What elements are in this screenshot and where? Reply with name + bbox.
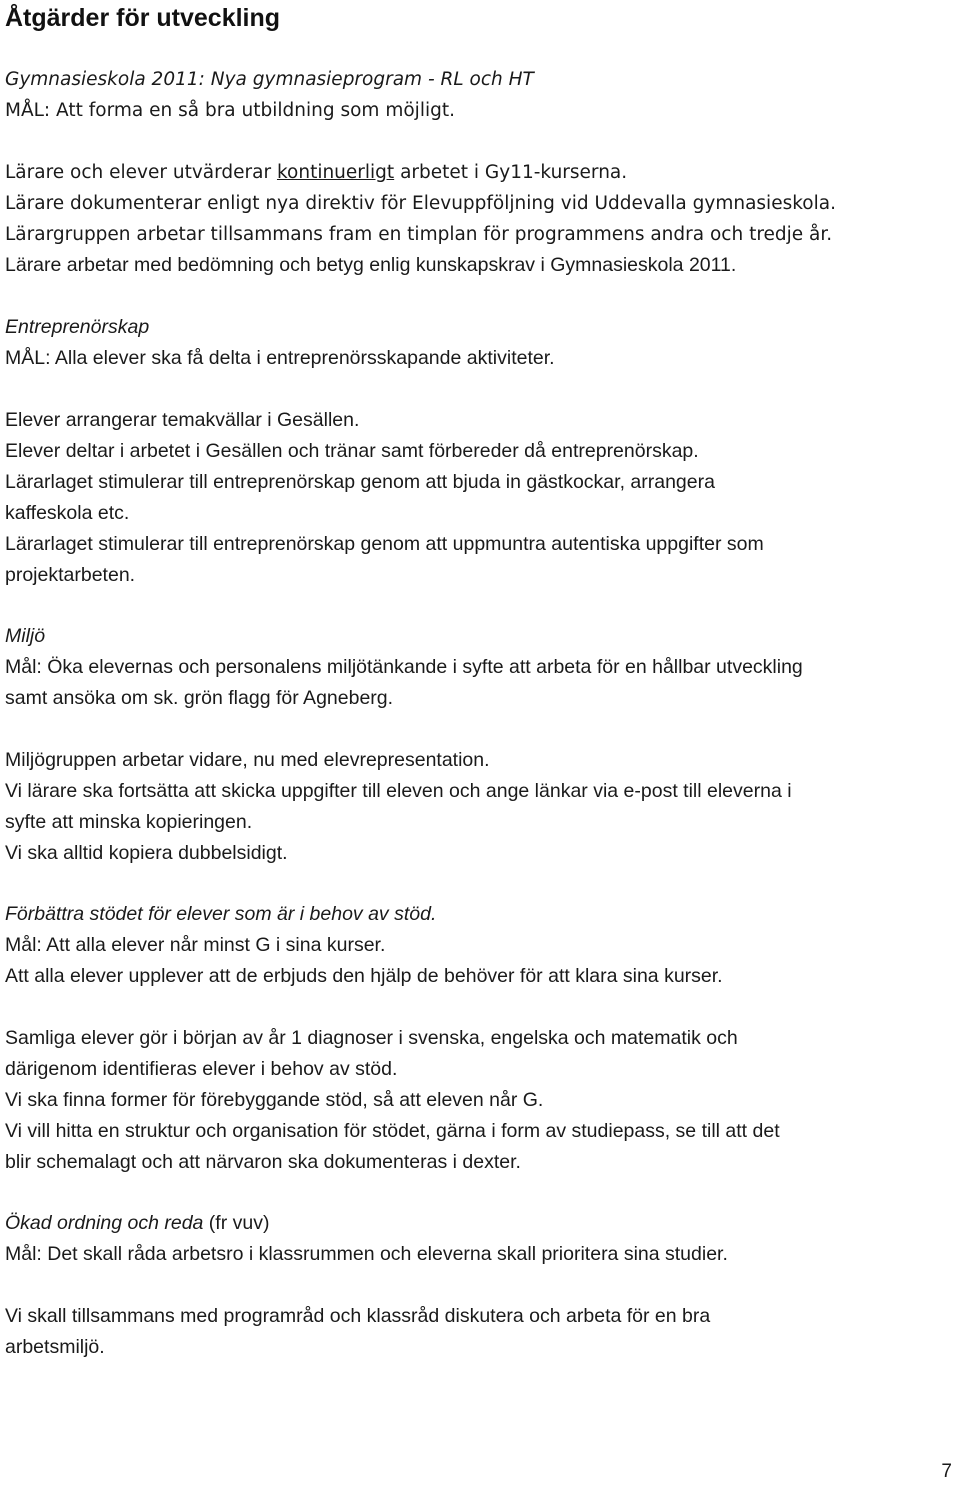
stod-line-1: Att alla elever upplever att de erbjuds den hjälp de behöver för att klara sina kurser. (5, 965, 723, 987)
miljo-goal-a: Mål: Öka elevernas och personalens miljötänkande i syfte att arbeta för en hållbar utveckling (5, 656, 803, 678)
entreprenorskap-line-4a: Lärarlaget stimulerar till entreprenörskap genom att uppmuntra autentiska uppgifter som (5, 533, 764, 555)
ordning-goal: Mål: Det skall råda arbetsro i klassrummen och eleverna skall prioritera sina studier. (5, 1243, 728, 1265)
ordning-heading-italic: Ökad ordning och reda (5, 1212, 204, 1234)
miljo-line-2a: Vi lärare ska fortsätta att skicka uppgifter till eleven och ange länkar via e-post till eleverna i (5, 780, 792, 802)
page-title: Åtgärder för utveckling (5, 4, 281, 32)
ordning-line-1a: Vi skall tillsammans med programråd och klassråd diskutera och arbeta för en bra (5, 1305, 711, 1327)
entreprenorskap-line-4b: projektarbeten. (5, 564, 136, 586)
gymnasieskola-goal: MÅL: Att forma en så bra utbildning som möjligt. (5, 100, 455, 121)
gymnasieskola-line-2: Lärare dokumenterar enligt nya direktiv för Elevuppföljning vid Uddevalla gymnasieskola. (5, 193, 836, 214)
stod-line-3: Vi ska finna former för förebyggande stöd, så att eleven når G. (5, 1089, 544, 1111)
ordning-line-1b: arbetsmiljö. (5, 1336, 105, 1358)
stod-line-2b: därigenom identifieras elever i behov av stöd. (5, 1058, 398, 1080)
stod-line-2a: Samliga elever gör i början av år 1 diagnoser i svenska, engelska och matematik och (5, 1027, 738, 1049)
stod-goal: Mål: Att alla elever når minst G i sina kurser. (5, 934, 386, 956)
entreprenorskap-goal: MÅL: Alla elever ska få delta i entreprenörsskapande aktiviteter. (5, 347, 555, 369)
miljo-heading: Miljö (5, 625, 46, 647)
underlined-word: kontinuerligt (276, 162, 395, 183)
miljo-line-1: Miljögruppen arbetar vidare, nu med elevrepresentation. (5, 749, 490, 771)
entreprenorskap-line-1: Elever arrangerar temakvällar i Gesällen. (5, 409, 360, 431)
miljo-line-2b: syfte att minska kopieringen. (5, 811, 253, 833)
gymnasieskola-line-4: Lärare arbetar med bedömning och betyg enlig kunskapskrav i Gymnasieskola 2011. (5, 254, 737, 276)
miljo-goal-b: samt ansöka om sk. grön flagg för Agneberg. (5, 687, 394, 709)
stod-line-4a: Vi vill hitta en struktur och organisation för stödet, gärna i form av studiepass, se till att det (5, 1120, 780, 1142)
entreprenorskap-line-3b: kaffeskola etc. (5, 502, 130, 524)
line-text: arbetet i Gy11-kurserna. (394, 162, 628, 183)
line-text: Lärare och elever utvärderar (5, 162, 277, 183)
entreprenorskap-line-2: Elever deltar i arbetet i Gesällen och tränar samt förbereder då entreprenörskap. (5, 440, 699, 462)
entreprenorskap-heading: Entreprenörskap (5, 316, 150, 338)
gymnasieskola-line-3: Lärargruppen arbetar tillsammans fram en timplan för programmens andra och tredje år. (5, 224, 833, 245)
stod-heading: Förbättra stödet för elever som är i behov av stöd. (5, 903, 437, 925)
miljo-line-3: Vi ska alltid kopiera dubbelsidigt. (5, 842, 288, 864)
gymnasieskola-line-1 (5, 157, 627, 188)
ordning-heading-suffix: (fr vuv) (203, 1212, 270, 1234)
stod-line-4b: blir schemalagt och att närvaron ska dokumenteras i dexter. (5, 1151, 521, 1173)
ordning-heading (5, 1208, 269, 1239)
page-number: 7 (941, 1461, 952, 1482)
entreprenorskap-line-3a: Lärarlaget stimulerar till entreprenörskap genom att bjuda in gästkockar, arrangera (5, 471, 715, 493)
gymnasieskola-heading: Gymnasieskola 2011: Nya gymnasieprogram - RL och HT (5, 69, 534, 90)
